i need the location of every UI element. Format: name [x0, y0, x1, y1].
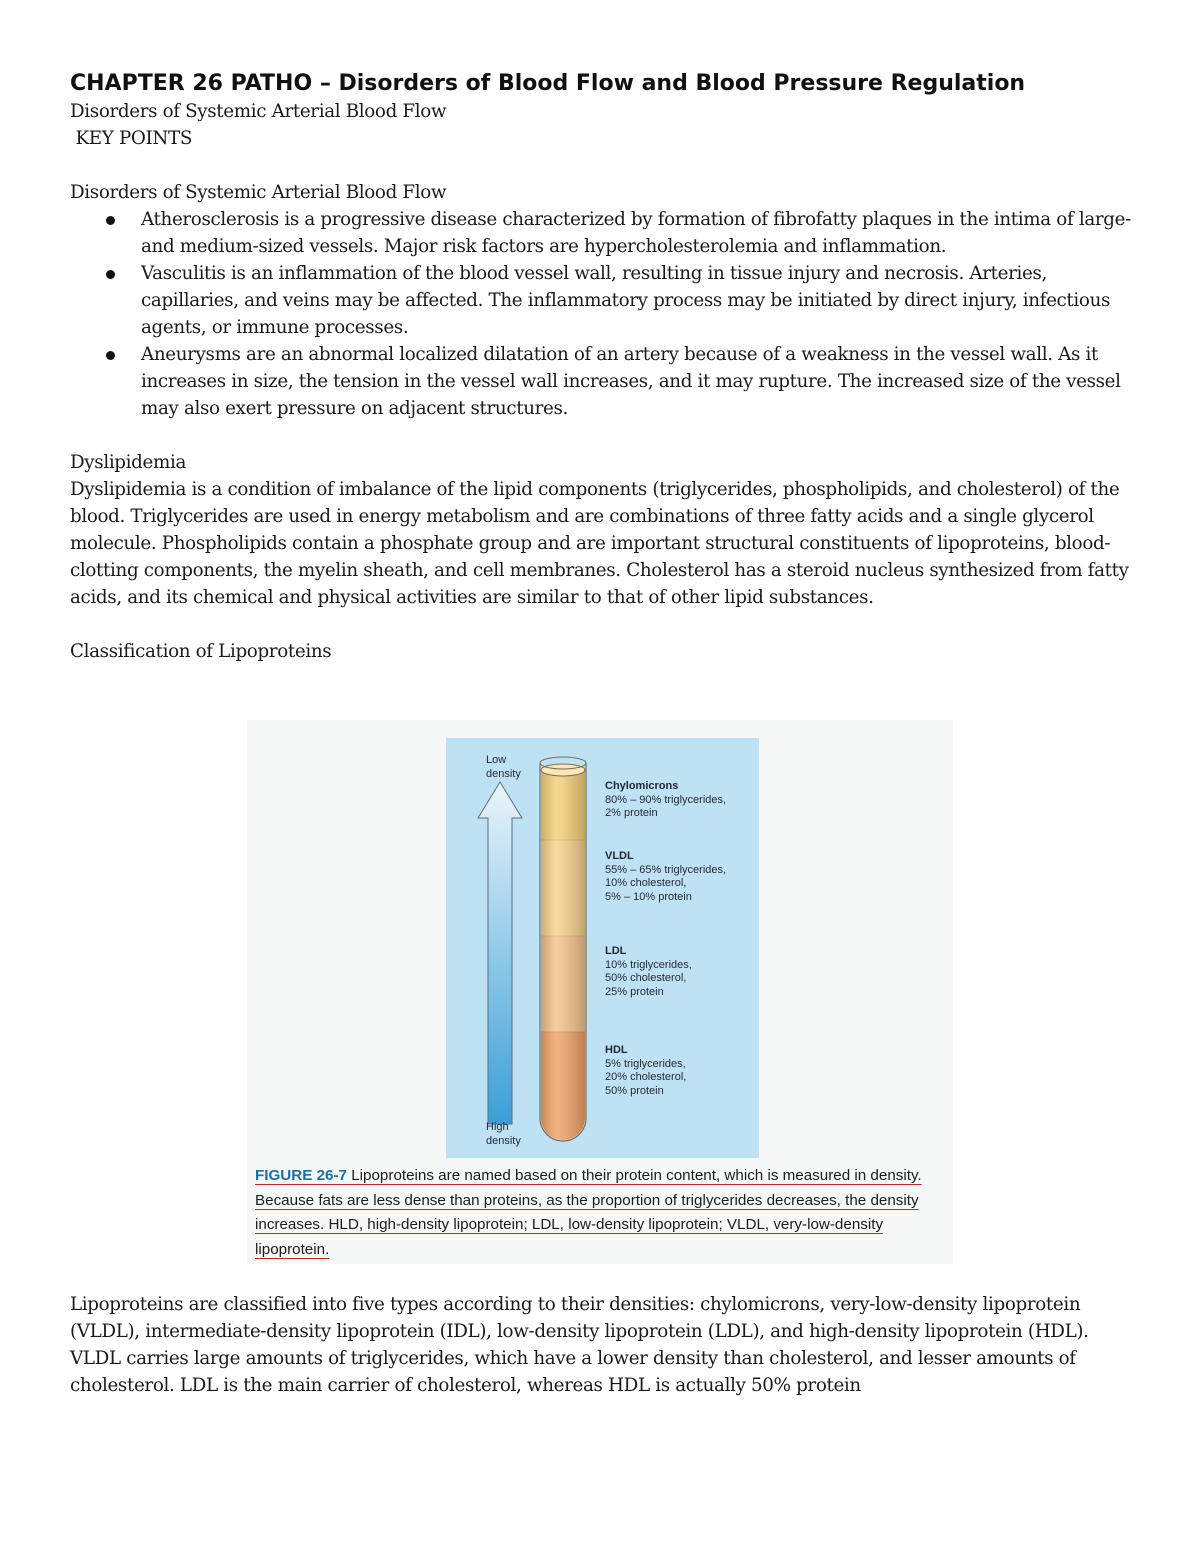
hdl-name: HDL	[605, 1044, 628, 1056]
hdl-line1: 5% triglycerides,	[605, 1057, 686, 1070]
figure-id: FIGURE 26-7	[255, 1167, 347, 1184]
hdl-line3: 50% protein	[605, 1084, 664, 1097]
vldl-line1: 55% – 65% triglycerides,	[605, 863, 727, 876]
figure-caption	[255, 1164, 955, 1262]
vldl-label	[605, 850, 726, 904]
ldl-line3: 25% protein	[605, 985, 664, 998]
ldl-line1: 10% triglycerides,	[605, 958, 692, 971]
low-label-line2: density	[486, 767, 521, 780]
chylomicrons-label	[605, 780, 726, 821]
ldl-label	[605, 945, 692, 999]
subtitle: Disorders of Systemic Arterial Blood Flow	[70, 101, 447, 122]
chylomicrons-line1: 80% – 90% triglycerides,	[605, 793, 727, 806]
high-density-label	[486, 1121, 521, 1148]
vldl-line2: 10% cholesterol,	[605, 877, 687, 889]
bullet-aneurysms: Aneurysms are an abnormal localized dilatation of an artery because of a weakness in the vessel wall. As it increases in size, the tension in the vessel wall increases, and it may rupture. The increased size of the vessel may also exert pressure on adjacent structures.	[141, 341, 1140, 422]
vldl-line3: 5% – 10% protein	[605, 890, 692, 903]
high-label-line2: density	[486, 1134, 521, 1147]
low-density-label	[486, 754, 521, 781]
chylomicrons-line2: 2% protein	[605, 807, 658, 819]
dyslipidemia-paragraph: Dyslipidemia is a condition of imbalance of the lipid components (triglycerides, phospholipids, and cholesterol) of the blood. Triglycerides are used in energy metabolism and are combinations of three fatty acids and a single glycerol molecule. Phospholipids contain a phosphate group and are important structural constituents of lipoproteins, blood-clotting components, the myelin sheath, and cell membranes. Cholesterol has a steroid nucleus synthesized from fatty acids, and its chemical and physical activities are similar to that of other lipid substances.	[70, 479, 1129, 608]
hdl-label	[605, 1044, 686, 1098]
low-label-line1: Low	[486, 754, 507, 766]
vldl-name: VLDL	[605, 850, 634, 862]
key-points-list	[70, 206, 1140, 422]
high-label-line1: High	[486, 1121, 509, 1133]
lipoprotein-figure	[247, 720, 953, 1264]
chylomicrons-name: Chylomicrons	[605, 780, 679, 792]
lipoproteins-paragraph: Lipoproteins are classified into five types according to their densities: chylomicrons, very-low-density lipoprotein (VLDL), intermediate-density lipoprotein (IDL), low-density lipoprotein (LDL), and high-density lipoprotein (HDL). VLDL carries large amounts of triglycerides, which have a lower density than cholesterol, and lesser amounts of cholesterol. LDL is the main carrier of cholesterol, whereas HDL is actually 50% protein	[70, 1294, 1089, 1396]
ldl-line2: 50% cholesterol,	[605, 972, 687, 984]
classification-heading: Classification of Lipoproteins	[70, 641, 332, 662]
figure-caption-text: Lipoproteins are named based on their protein content, which is measured in density. Because fats are less dense than proteins, as the proportion of triglycerides decreases, the density increases. HLD, high-density lipoprotein; LDL, low-density lipoprotein; VLDL, very-low-density lipoprotein.	[255, 1167, 922, 1258]
key-points-heading: KEY POINTS	[70, 128, 193, 149]
section-heading-arterial-flow: Disorders of Systemic Arterial Blood Flow	[70, 182, 447, 203]
density-arrow	[478, 782, 522, 1124]
document-page	[70, 70, 1140, 665]
ldl-name: LDL	[605, 945, 627, 957]
bullet-atherosclerosis: Atherosclerosis is a progressive disease characterized by formation of fibrofatty plaques in the intima of large- and medium-sized vessels. Major risk factors are hypercholesterolemia and inflammation.	[141, 206, 1140, 260]
bullet-vasculitis: Vasculitis is an inflammation of the blood vessel wall, resulting in tissue injury and necrosis. Arteries, capillaries, and veins may be affected. The inflammatory process may be initiated by direct injury, infectious agents, or immune processes.	[141, 260, 1140, 341]
figure-panel	[446, 738, 759, 1158]
test-tube	[540, 757, 586, 1141]
dyslipidemia-heading: Dyslipidemia	[70, 452, 187, 473]
chapter-title: CHAPTER 26 PATHO – Disorders of Blood Flow and Blood Pressure Regulation	[70, 71, 1026, 96]
hdl-line2: 20% cholesterol,	[605, 1071, 687, 1083]
lipoproteins-paragraph-block	[70, 1291, 1140, 1399]
